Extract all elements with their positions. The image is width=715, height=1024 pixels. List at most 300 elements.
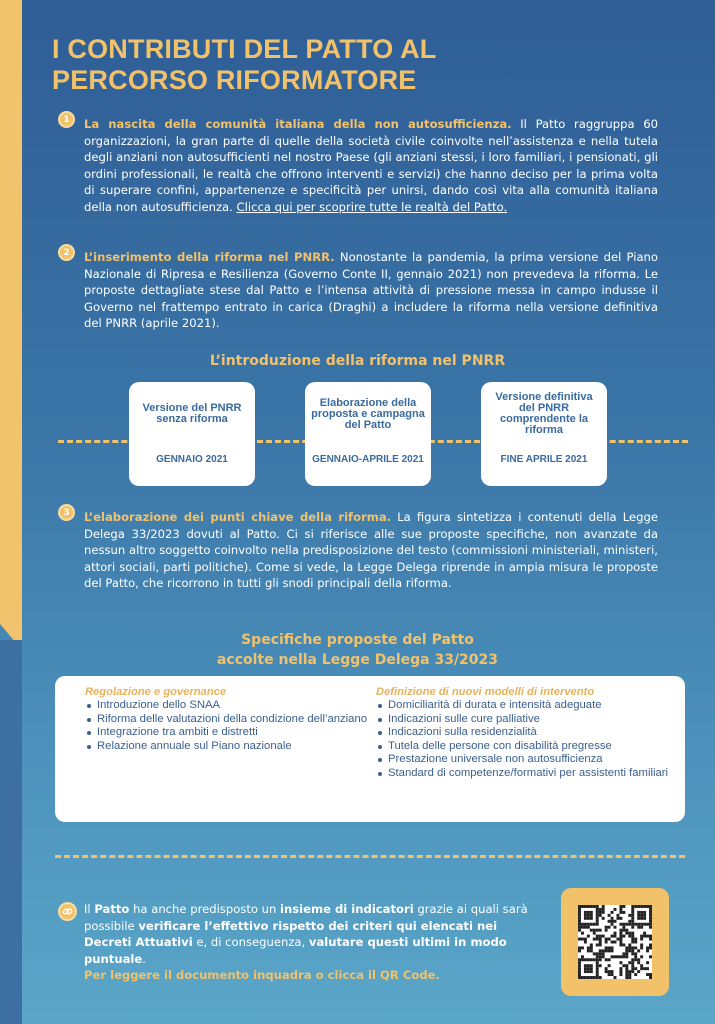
qr-module bbox=[596, 914, 599, 917]
qr-module bbox=[619, 908, 622, 911]
timeline-card-title: Versione del PNRR senza riforma bbox=[142, 402, 242, 425]
qr-module bbox=[578, 973, 581, 976]
qr-module bbox=[590, 949, 593, 952]
qr-module bbox=[605, 941, 608, 944]
qr-module bbox=[622, 923, 625, 926]
qr-module bbox=[619, 943, 622, 946]
qr-module bbox=[587, 917, 590, 920]
list-item: Introduzione dello SNAA bbox=[85, 699, 370, 713]
qr-module bbox=[628, 943, 631, 946]
qr-module bbox=[640, 946, 643, 949]
footer-t1: Il bbox=[84, 902, 95, 916]
qr-module bbox=[578, 938, 581, 941]
timeline-card-date: GENNAIO 2021 bbox=[156, 454, 228, 465]
qr-code-graphic bbox=[578, 905, 652, 979]
qr-module bbox=[631, 967, 634, 970]
decorative-stripe bbox=[0, 0, 22, 650]
qr-module bbox=[584, 964, 587, 967]
qr-module bbox=[643, 914, 646, 917]
qr-module bbox=[646, 946, 649, 949]
qr-module bbox=[611, 923, 614, 926]
qr-module bbox=[619, 941, 622, 944]
qr-module bbox=[634, 955, 637, 958]
qr-module bbox=[634, 941, 637, 944]
qr-module bbox=[587, 964, 590, 967]
number-badge-2: 2 bbox=[58, 244, 75, 261]
qr-module bbox=[619, 970, 622, 973]
qr-module bbox=[637, 914, 640, 917]
qr-module bbox=[605, 967, 608, 970]
footer-b4: valutare questi ultimi in modo puntuale bbox=[84, 935, 507, 966]
qr-module bbox=[643, 935, 646, 938]
qr-module bbox=[625, 932, 628, 935]
section-3 bbox=[84, 509, 658, 592]
qr-module bbox=[625, 949, 628, 952]
qr-module bbox=[593, 923, 596, 926]
qr-module bbox=[640, 967, 643, 970]
qr-module bbox=[625, 946, 628, 949]
qr-module bbox=[649, 946, 652, 949]
qr-module bbox=[619, 929, 622, 932]
qr-module bbox=[634, 952, 637, 955]
timeline-card-2 bbox=[305, 382, 431, 486]
qr-module bbox=[581, 955, 584, 958]
qr-module bbox=[578, 958, 581, 961]
qr-module bbox=[631, 926, 634, 929]
qr-module bbox=[625, 976, 628, 979]
qr-module bbox=[622, 905, 625, 908]
qr-module bbox=[649, 973, 652, 976]
qr-module bbox=[584, 926, 587, 929]
qr-module bbox=[649, 955, 652, 958]
qr-module bbox=[608, 920, 611, 923]
section-1-body: Il Patto raggruppa 60 organizzazioni, la gran parte di quelle della società civile coinvolte nell’assistenza e nella tutela degli anziani non autosufficienti nel nostro Paese (gli anziani stessi, i loro familiari, i pensionati, gli ordini professionali, le realtà che offrono interventi e servizi) che hanno deciso per la prima volta di superare confini, appartenenze e specificità per unirsi, dando così vita alla comunità italiana della non autosufficienza. bbox=[84, 117, 659, 214]
list-item: Riforma delle valutazioni della condizione dell’anziano bbox=[85, 713, 370, 727]
title-line-2: PERCORSO RIFORMATORE bbox=[52, 65, 417, 95]
qr-module bbox=[611, 935, 614, 938]
qr-module bbox=[587, 976, 590, 979]
qr-module bbox=[631, 917, 634, 920]
qr-module bbox=[614, 920, 617, 923]
qr-module bbox=[602, 911, 605, 914]
qr-module bbox=[640, 955, 643, 958]
qr-module bbox=[634, 905, 637, 908]
qr-module bbox=[649, 905, 652, 908]
section-1 bbox=[84, 116, 658, 216]
qr-module bbox=[634, 967, 637, 970]
timeline-card-title: Versione definitiva del PNRR comprendente la riforma bbox=[495, 391, 593, 436]
qr-module bbox=[581, 958, 584, 961]
qr-module bbox=[608, 938, 611, 941]
qr-module bbox=[578, 929, 581, 932]
proposals-right-column bbox=[376, 686, 671, 781]
qr-module bbox=[596, 917, 599, 920]
qr-module bbox=[596, 964, 599, 967]
qr-module bbox=[640, 914, 643, 917]
qr-module bbox=[616, 955, 619, 958]
title-line-1: I CONTRIBUTI DEL PATTO AL bbox=[52, 34, 437, 64]
timeline-card-1 bbox=[129, 382, 255, 486]
qr-module bbox=[581, 905, 584, 908]
qr-module bbox=[649, 935, 652, 938]
proposals-box bbox=[55, 676, 685, 822]
qr-module bbox=[608, 946, 611, 949]
qr-module bbox=[616, 914, 619, 917]
qr-module bbox=[599, 911, 602, 914]
qr-module bbox=[593, 976, 596, 979]
qr-module bbox=[625, 970, 628, 973]
qr-module bbox=[625, 973, 628, 976]
qr-module bbox=[587, 935, 590, 938]
qr-module bbox=[584, 976, 587, 979]
qr-module bbox=[599, 938, 602, 941]
qr-module bbox=[578, 911, 581, 914]
list-item: Relazione annuale sul Piano nazionale bbox=[85, 740, 370, 754]
qr-module bbox=[596, 920, 599, 923]
qr-module bbox=[622, 964, 625, 967]
qr-module bbox=[584, 938, 587, 941]
section-2-body: Nonostante la pandemia, la prima versione del Piano Nazionale di Ripresa e Resilienza (Governo Conte II, gennaio 2021) non prevedeva la riforma. Le proposte dettagliate stese dal Patto e l’intensa attività di pressione messa in campo indusse il Governo nel frattempo entrato in carica (Draghi) a includere la riforma nella versione definitiva del PNRR (aprile 2021). bbox=[84, 250, 658, 331]
qr-module bbox=[578, 970, 581, 973]
qr-module bbox=[587, 911, 590, 914]
qr-module bbox=[631, 941, 634, 944]
qr-module bbox=[631, 923, 634, 926]
qr-module bbox=[634, 923, 637, 926]
qr-module bbox=[631, 946, 634, 949]
list-item: Domiciliarità di durata e intensità adeguate bbox=[376, 699, 671, 713]
qr-module bbox=[599, 964, 602, 967]
timeline-card-date: FINE APRILE 2021 bbox=[500, 454, 588, 465]
qr-module bbox=[587, 926, 590, 929]
qr-module bbox=[596, 961, 599, 964]
qr-module bbox=[590, 914, 593, 917]
qr-module bbox=[581, 938, 584, 941]
qr-module bbox=[581, 946, 584, 949]
qr-module bbox=[631, 920, 634, 923]
qr-module bbox=[611, 911, 614, 914]
qr-module bbox=[628, 946, 631, 949]
qr-module bbox=[599, 955, 602, 958]
qr-module bbox=[619, 967, 622, 970]
qr-module bbox=[596, 908, 599, 911]
qr-module bbox=[587, 958, 590, 961]
qr-module bbox=[605, 938, 608, 941]
list-item: Integrazione tra ambiti e distretti bbox=[85, 726, 370, 740]
qr-module bbox=[590, 946, 593, 949]
qr-module bbox=[640, 964, 643, 967]
qr-module bbox=[631, 935, 634, 938]
qr-module bbox=[584, 917, 587, 920]
qr-module bbox=[590, 929, 593, 932]
qr-module bbox=[587, 967, 590, 970]
qr-module bbox=[619, 917, 622, 920]
qr-module bbox=[631, 932, 634, 935]
qr-module bbox=[596, 976, 599, 979]
qr-module bbox=[614, 932, 617, 935]
qr-module bbox=[640, 938, 643, 941]
qr-module bbox=[646, 973, 649, 976]
qr-module bbox=[611, 973, 614, 976]
qr-module bbox=[587, 923, 590, 926]
qr-module bbox=[637, 911, 640, 914]
footer-t4: e, di conseguenza, bbox=[192, 935, 309, 950]
qr-module bbox=[599, 929, 602, 932]
qr-module bbox=[587, 905, 590, 908]
proposals-heading bbox=[0, 630, 715, 670]
list-item: Prestazione universale non autosufficienza bbox=[376, 753, 671, 767]
qr-module bbox=[649, 938, 652, 941]
qr-module bbox=[596, 973, 599, 976]
qr-module bbox=[599, 908, 602, 911]
qr-module bbox=[640, 926, 643, 929]
qr-module bbox=[593, 929, 596, 932]
qr-module bbox=[649, 943, 652, 946]
link-icon-graphic bbox=[62, 906, 73, 917]
qr-module bbox=[640, 911, 643, 914]
qr-module bbox=[625, 964, 628, 967]
qr-module bbox=[605, 949, 608, 952]
patto-members-link[interactable]: Clicca qui per scoprire tutte le realtà del Patto. bbox=[236, 199, 508, 214]
qr-module bbox=[631, 911, 634, 914]
qr-module bbox=[619, 905, 622, 908]
qr-module bbox=[637, 923, 640, 926]
qr-module bbox=[593, 952, 596, 955]
qr-module bbox=[643, 917, 646, 920]
qr-module bbox=[643, 905, 646, 908]
qr-module bbox=[619, 932, 622, 935]
qr-module bbox=[602, 955, 605, 958]
qr-module bbox=[599, 914, 602, 917]
qr-module bbox=[614, 926, 617, 929]
qr-module bbox=[578, 908, 581, 911]
qr-module bbox=[602, 949, 605, 952]
qr-module bbox=[596, 935, 599, 938]
qr-module bbox=[584, 967, 587, 970]
qr-module bbox=[640, 905, 643, 908]
qr-module bbox=[616, 917, 619, 920]
link-icon bbox=[58, 902, 77, 921]
qr-module bbox=[628, 976, 631, 979]
qr-code-icon[interactable] bbox=[578, 905, 652, 979]
qr-module bbox=[593, 905, 596, 908]
qr-module bbox=[608, 926, 611, 929]
qr-module bbox=[631, 961, 634, 964]
qr-module bbox=[625, 952, 628, 955]
proposals-heading-line-2: accolte nella Legge Delega 33/2023 bbox=[216, 652, 499, 668]
qr-module bbox=[602, 917, 605, 920]
qr-module bbox=[628, 973, 631, 976]
qr-module bbox=[625, 967, 628, 970]
qr-module bbox=[602, 935, 605, 938]
qr-module bbox=[643, 911, 646, 914]
qr-module bbox=[622, 943, 625, 946]
qr-module bbox=[596, 958, 599, 961]
list-item: Tutela delle persone con disabilità pregresse bbox=[376, 740, 671, 754]
qr-module bbox=[619, 935, 622, 938]
qr-module bbox=[599, 943, 602, 946]
qr-module bbox=[640, 943, 643, 946]
footer-t2: ha anche predisposto un bbox=[129, 902, 281, 916]
qr-module bbox=[584, 914, 587, 917]
qr-module bbox=[646, 949, 649, 952]
qr-module bbox=[622, 911, 625, 914]
qr-module bbox=[643, 967, 646, 970]
qr-module bbox=[611, 920, 614, 923]
qr-module bbox=[578, 914, 581, 917]
qr-module bbox=[649, 908, 652, 911]
qr-module bbox=[640, 935, 643, 938]
qr-module bbox=[649, 923, 652, 926]
qr-module bbox=[581, 926, 584, 929]
qr-module bbox=[631, 905, 634, 908]
list-item: Standard di competenze/formativi per assistenti familiari bbox=[376, 767, 671, 781]
qr-module bbox=[643, 923, 646, 926]
qr-module bbox=[599, 949, 602, 952]
qr-module bbox=[628, 923, 631, 926]
qr-module bbox=[649, 976, 652, 979]
number-badge-1: 1 bbox=[58, 111, 75, 128]
qr-module bbox=[628, 935, 631, 938]
qr-module bbox=[599, 941, 602, 944]
timeline-card-title: Elaborazione della proposta e campagna del Patto bbox=[311, 396, 425, 431]
footer-b1: Patto bbox=[94, 902, 130, 916]
qr-module bbox=[631, 938, 634, 941]
qr-module bbox=[634, 958, 637, 961]
qr-module bbox=[640, 917, 643, 920]
proposals-left-title: Regolazione e governance bbox=[85, 686, 227, 698]
footer-t5: . bbox=[142, 951, 146, 966]
qr-module bbox=[608, 914, 611, 917]
decorative-stripe-lower bbox=[0, 640, 22, 1024]
footer-b3: verificare l’effettivo rispetto dei criteri qui elencati nei Decreti Attuativi bbox=[84, 918, 498, 950]
qr-module bbox=[649, 917, 652, 920]
section-1-lead: La nascita della comunità italiana della non autosufficienza. bbox=[84, 117, 512, 131]
qr-module bbox=[634, 946, 637, 949]
qr-module bbox=[605, 958, 608, 961]
qr-module bbox=[637, 905, 640, 908]
qr-module bbox=[622, 952, 625, 955]
qr-module bbox=[628, 920, 631, 923]
qr-module bbox=[596, 938, 599, 941]
qr-module bbox=[578, 923, 581, 926]
section-3-lead: L’elaborazione dei punti chiave della riforma. bbox=[84, 510, 392, 524]
qr-module bbox=[611, 955, 614, 958]
qr-module bbox=[590, 943, 593, 946]
proposals-heading-line-1: Specifiche proposte del Patto bbox=[241, 632, 474, 648]
qr-module bbox=[587, 914, 590, 917]
qr-module bbox=[590, 964, 593, 967]
qr-call-to-action[interactable]: Per leggere il documento inquadra o clicca il QR Code. bbox=[84, 968, 440, 983]
qr-module bbox=[637, 926, 640, 929]
qr-module bbox=[614, 955, 617, 958]
qr-module bbox=[614, 935, 617, 938]
qr-module bbox=[608, 970, 611, 973]
qr-module bbox=[625, 955, 628, 958]
qr-module bbox=[596, 955, 599, 958]
proposals-right-title: Definizione di nuovi modelli di intervento bbox=[376, 686, 595, 698]
qr-module bbox=[608, 973, 611, 976]
qr-module bbox=[578, 976, 581, 979]
qr-module bbox=[631, 958, 634, 961]
qr-module bbox=[584, 970, 587, 973]
qr-module bbox=[646, 905, 649, 908]
qr-module bbox=[637, 949, 640, 952]
qr-module bbox=[581, 932, 584, 935]
qr-module bbox=[649, 926, 652, 929]
qr-module bbox=[628, 949, 631, 952]
qr-module bbox=[590, 970, 593, 973]
qr-module bbox=[619, 955, 622, 958]
qr-module bbox=[590, 967, 593, 970]
number-badge-3: 3 bbox=[58, 504, 75, 521]
qr-module bbox=[646, 923, 649, 926]
qr-module bbox=[590, 958, 593, 961]
qr-module bbox=[578, 961, 581, 964]
qr-module bbox=[599, 952, 602, 955]
proposals-left-column bbox=[85, 686, 370, 753]
qr-module bbox=[590, 911, 593, 914]
qr-module bbox=[602, 952, 605, 955]
qr-module bbox=[593, 958, 596, 961]
qr-module bbox=[596, 923, 599, 926]
qr-module bbox=[596, 911, 599, 914]
qr-module bbox=[611, 946, 614, 949]
qr-module bbox=[587, 970, 590, 973]
qr-module bbox=[628, 970, 631, 973]
qr-module bbox=[596, 905, 599, 908]
qr-module bbox=[605, 946, 608, 949]
qr-module bbox=[593, 932, 596, 935]
qr-module bbox=[628, 914, 631, 917]
qr-module bbox=[646, 961, 649, 964]
qr-module bbox=[625, 923, 628, 926]
timeline-card-date: GENNAIO-APRILE 2021 bbox=[312, 454, 424, 465]
qr-module bbox=[596, 929, 599, 932]
qr-module bbox=[634, 973, 637, 976]
qr-module bbox=[584, 958, 587, 961]
qr-module bbox=[605, 970, 608, 973]
qr-code-frame[interactable] bbox=[561, 888, 669, 996]
qr-module bbox=[614, 941, 617, 944]
qr-module bbox=[625, 929, 628, 932]
qr-module bbox=[649, 911, 652, 914]
qr-module bbox=[619, 923, 622, 926]
footer-text bbox=[84, 901, 534, 984]
qr-module bbox=[619, 961, 622, 964]
qr-module bbox=[590, 976, 593, 979]
qr-module bbox=[578, 917, 581, 920]
section-2 bbox=[84, 249, 658, 332]
qr-module bbox=[634, 938, 637, 941]
list-item: Indicazioni sulla residenzialità bbox=[376, 726, 671, 740]
qr-module bbox=[622, 929, 625, 932]
qr-module bbox=[578, 967, 581, 970]
qr-module bbox=[631, 952, 634, 955]
qr-module bbox=[631, 914, 634, 917]
qr-module bbox=[616, 938, 619, 941]
qr-module bbox=[587, 949, 590, 952]
proposals-left-list bbox=[85, 699, 370, 753]
qr-module bbox=[631, 970, 634, 973]
qr-module bbox=[578, 949, 581, 952]
qr-module bbox=[584, 905, 587, 908]
qr-module bbox=[596, 952, 599, 955]
qr-module bbox=[611, 941, 614, 944]
list-item: Indicazioni sulle cure palliative bbox=[376, 713, 671, 727]
qr-module bbox=[622, 955, 625, 958]
qr-module bbox=[608, 949, 611, 952]
qr-module bbox=[587, 946, 590, 949]
